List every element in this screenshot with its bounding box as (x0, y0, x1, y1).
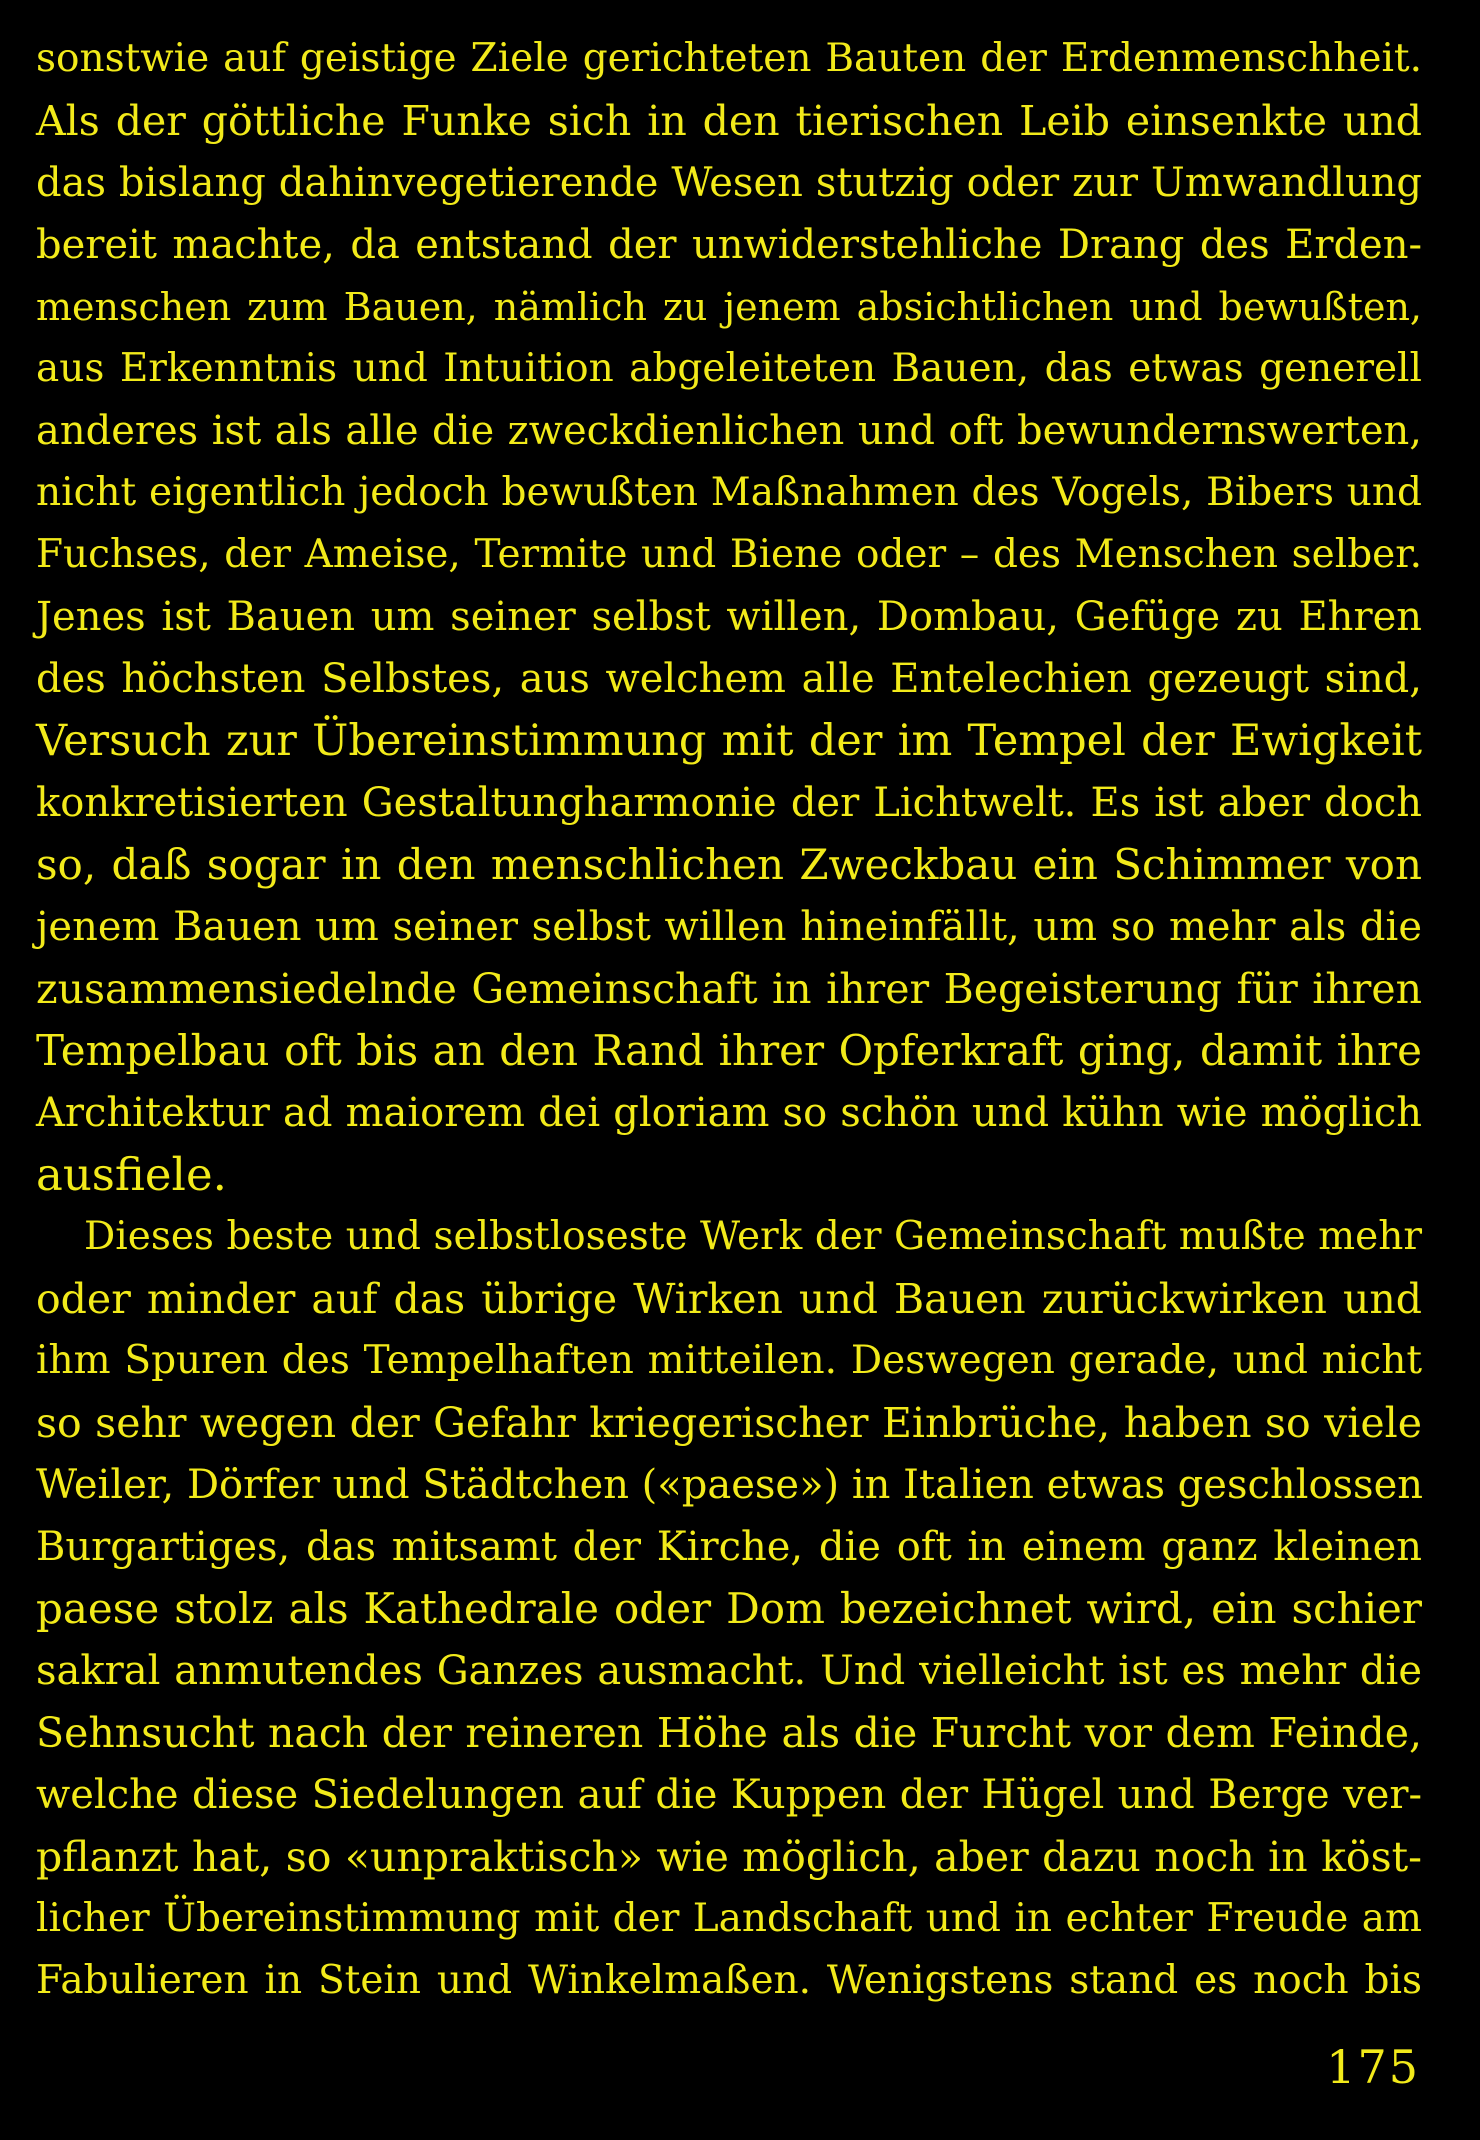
text-line: licher Übereinstimmung mit der Landschaft und in echter Freude am (36, 1896, 1422, 1941)
text-line: aus Erkenntnis und Intuition abgeleiteten Bauen, das etwas generell (36, 346, 1422, 391)
text-line: bereit machte, da entstand der unwiderstehliche Drang des Erden- (36, 222, 1422, 268)
text-line-indented: Dieses beste und selbstloseste Werk der Gemeinschaft mußte mehr (84, 1214, 1422, 1259)
text-line: pflanzt hat, so «unpraktisch» wie möglich, aber dazu noch in köst- (36, 1833, 1422, 1881)
text-line: nicht eigentlich jedoch bewußten Maßnahmen des Vogels, Bibers und (36, 470, 1422, 515)
text-line: Versuch zur Übereinstimmung mit der im Tempel der Ewigkeit (36, 716, 1422, 766)
text-line: Als der göttliche Funke sich in den tierischen Leib einsenkte und (36, 97, 1422, 145)
text-line: Fuchses, der Ameise, Termite und Biene oder – des Menschen selber. (36, 532, 1422, 577)
text-line: des höchsten Selbstes, aus welchem alle Entelechien gezeugt sind, (36, 656, 1422, 702)
text-line: sakral anmutendes Ganzes ausmacht. Und vielleicht ist es mehr die (36, 1648, 1422, 1694)
text-line: welche diese Siedelungen auf die Kuppen der Hügel und Berge ver- (36, 1772, 1422, 1818)
text-line: konkretisierten Gestaltungharmonie der Lichtwelt. Es ist aber doch (36, 780, 1422, 826)
text-line: sonstwie auf geistige Ziele gerichteten Bauten der Erdenmenschheit. (36, 36, 1422, 81)
text-line: Weiler, Dörfer und Städtchen («paese») in Italien etwas geschlossen (36, 1462, 1424, 1508)
text-line: so sehr wegen der Gefahr kriegerischer Einbrüche, haben so viele (36, 1399, 1422, 1447)
text-line: so, daß sogar in den menschlichen Zweckbau ein Schimmer von (36, 840, 1422, 889)
text-line: Sehnsucht nach der reineren Höhe als die Furcht vor dem Feinde, (36, 1709, 1422, 1757)
body-text (36, 28, 1422, 2012)
text-line: jenem Bauen um seiner selbst willen hineinfällt, um so mehr als die (36, 904, 1422, 950)
text-line: Architektur ad maiorem dei gloriam so schön und kühn wie möglich (36, 1090, 1422, 1136)
text-line: oder minder auf das übrige Wirken und Bauen zurückwirken und (36, 1275, 1422, 1323)
text-line: Fabulieren in Stein und Winkelmaßen. Wenigstens stand es noch bis (36, 1958, 1422, 2003)
paragraph-2 (36, 1206, 1422, 2012)
text-line: ihm Spuren des Tempelhaften mitteilen. Deswegen gerade, und nicht (36, 1338, 1422, 1383)
text-line: anderes ist als alle die zweckdienlichen und oft bewundernswerten, (36, 408, 1422, 454)
text-line: zusammensiedelnde Gemeinschaft in ihrer Begeisterung für ihren (36, 965, 1422, 1013)
text-line: das bislang dahinvegetierende Wesen stutzig oder zur Umwandlung (36, 160, 1422, 206)
paragraph-1 (36, 28, 1422, 1206)
page-number: 175 (1326, 2040, 1420, 2094)
text-line: Jenes ist Bauen um seiner selbst willen, Dombau, Gefüge zu Ehren (36, 594, 1422, 640)
text-line-last: ausfiele. (36, 1148, 227, 1201)
text-line: Tempelbau oft bis an den Rand ihrer Opferkraft ging, damit ihre (36, 1026, 1422, 1075)
text-line: paese stolz als Kathedrale oder Dom bezeichnet wird, ein schier (36, 1584, 1422, 1633)
text-line: Burgartiges, das mitsamt der Kirche, die oft in einem ganz kleinen (36, 1524, 1422, 1570)
text-line: menschen zum Bauen, nämlich zu jenem absichtlichen und bewußten, (36, 285, 1422, 329)
